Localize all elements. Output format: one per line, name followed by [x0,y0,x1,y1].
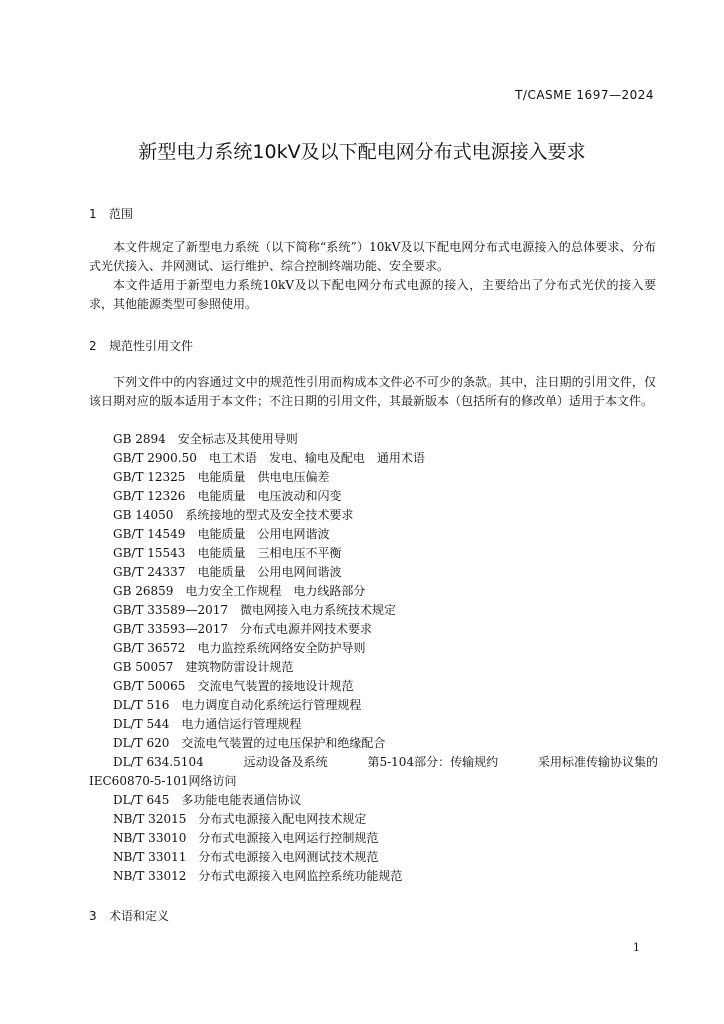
section-heading-normative-references [89,337,193,354]
reference-code: GB 26859 [113,584,174,598]
reference-title-continuation: IEC60870-5-101网络访问 [89,774,237,788]
reference-title: 分布式电源接入电网运行控制规范 [198,831,379,845]
reference-item [113,620,658,639]
reference-title: 电能质量 电压波动和闪变 [197,489,342,503]
reference-title: 分布式电源接入电网测试技术规范 [198,850,379,864]
reference-title: 电能质量 供电电压偏差 [197,470,330,484]
reference-title: 电力通信运行管理规程 [181,717,302,731]
reference-title: 建筑物防雷设计规范 [185,660,294,674]
reference-item [113,829,658,848]
reference-code: GB/T 12326 [113,489,186,503]
scope-paragraph-2: 本文件适用于新型电力系统10kV及以下配电网分布式电源的接入，主要给出了分布式光伏的接入要求，其他能源类型可参照使用。 [89,278,656,311]
reference-code: DL/T 516 [113,698,170,712]
reference-title-part: 采用标准传输协议集的 [537,755,658,769]
reference-title: 电力监控系统网络安全防护导则 [197,641,366,655]
reference-item [113,430,658,449]
reference-code: GB/T 33589—2017 [113,603,228,617]
reference-code: GB/T 15543 [113,546,186,560]
reference-item [113,848,658,867]
reference-title: 交流电气装置的接地设计规范 [197,679,354,693]
reference-title: 分布式电源接入电网监控系统功能规范 [198,869,403,883]
reference-item [113,810,658,829]
reference-list [89,430,658,886]
reference-line [113,753,658,772]
reference-item [113,506,658,525]
reference-code: DL/T 620 [113,736,170,750]
reference-title: 系统接地的型式及安全技术要求 [185,508,354,522]
reference-item [113,449,658,468]
reference-code: NB/T 32015 [113,812,187,826]
reference-item [113,601,658,620]
reference-item [113,734,658,753]
page-number: 1 [633,941,640,954]
reference-item [113,715,658,734]
section-number: 2 [89,339,97,353]
reference-item [113,544,658,563]
reference-code: NB/T 33012 [113,869,187,883]
reference-title: 交流电气装置的过电压保护和绝缘配合 [181,736,386,750]
reference-item [113,582,658,601]
section-title: 规范性引用文件 [109,339,194,353]
reference-item [113,525,658,544]
reference-title-part: 远动设备及系统 [243,755,328,769]
reference-title: 电工术语 发电、输电及配电 通用术语 [208,451,425,465]
document-id: T/CASME 1697—2024 [515,88,654,102]
section-title: 范围 [109,207,134,221]
reference-code: GB/T 24337 [113,565,186,579]
section-heading-scope [89,205,133,222]
normative-intro-paragraph: 下列文件中的内容通过文中的规范性引用而构成本文件必不可少的条款。其中，注日期的引用文件，仅该日期对应的版本适用于本文件；不注日期的引用文件，其最新版本（包括所有的修改单）适用于本文件。 [89,375,656,408]
reference-item [89,753,658,791]
section-number: 1 [89,207,97,221]
reference-item [113,563,658,582]
reference-code: GB/T 2900.50 [113,451,197,465]
reference-item [113,677,658,696]
scope-paragraph-1: 本文件规定了新型电力系统（以下简称“系统”）10kV及以下配电网分布式电源接入的总体要求、分布式光伏接入、并网测试、运行维护、综合控制终端功能、安全要求。 [89,240,656,273]
reference-item [113,867,658,886]
reference-title: 电力调度自动化系统运行管理规程 [181,698,362,712]
reference-code: GB/T 50065 [113,679,186,693]
reference-code: DL/T 634.5104 [113,755,204,769]
reference-title: 电能质量 公用电网谐波 [197,527,330,541]
reference-item [113,487,658,506]
reference-title: 电能质量 三相电压不平衡 [197,546,342,560]
section-heading-terms [89,907,169,924]
reference-code: GB/T 36572 [113,641,186,655]
reference-title: 安全标志及其使用导则 [177,432,298,446]
reference-item [113,696,658,715]
reference-code: GB/T 14549 [113,527,186,541]
reference-code: GB/T 33593—2017 [113,622,228,636]
reference-code: GB/T 12325 [113,470,186,484]
reference-title-part: 第5-104部分：传输规约 [367,755,499,769]
reference-code: GB 50057 [113,660,174,674]
section-number: 3 [89,909,97,923]
reference-title: 分布式电源并网技术要求 [239,622,372,636]
reference-title: 微电网接入电力系统技术规定 [239,603,396,617]
reference-title: 多功能电能表通信协议 [181,793,302,807]
reference-code: GB 14050 [113,508,174,522]
section-title: 术语和定义 [109,909,170,923]
reference-title: 电能质量 公用电网间谐波 [197,565,342,579]
reference-item [113,658,658,677]
reference-item [113,639,658,658]
reference-title: 分布式电源接入配电网技术规定 [198,812,367,826]
reference-code: DL/T 645 [113,793,170,807]
reference-item [113,468,658,487]
reference-code: NB/T 33010 [113,831,187,845]
reference-code: GB 2894 [113,432,166,446]
reference-item [113,791,658,810]
page-title: 新型电力系统10kV及以下配电网分布式电源接入要求 [138,141,586,163]
reference-code: NB/T 33011 [113,850,187,864]
reference-code: DL/T 544 [113,717,170,731]
reference-title: 电力安全工作规程 电力线路部分 [185,584,366,598]
